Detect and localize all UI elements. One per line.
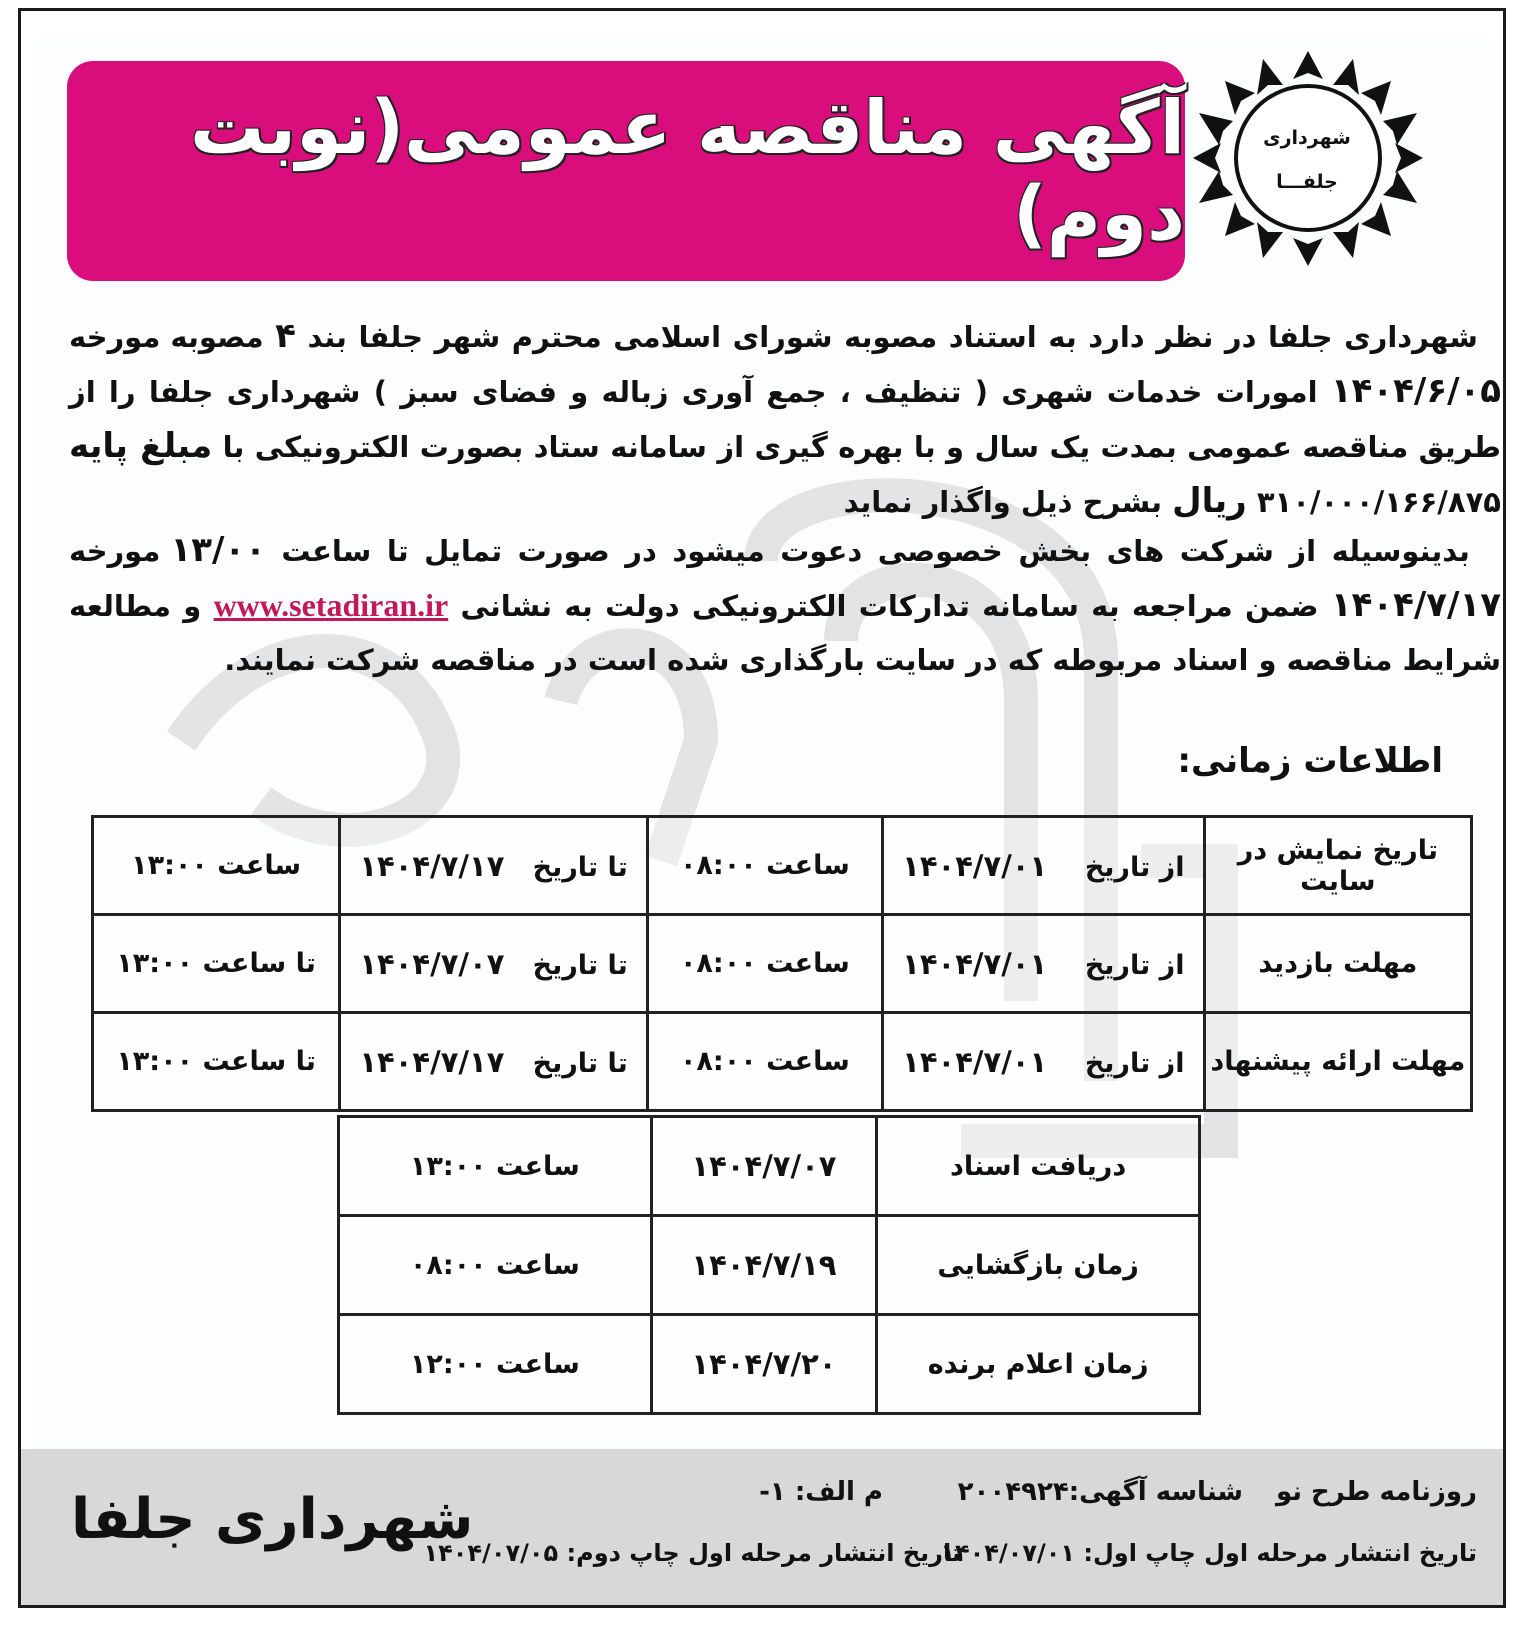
event-time: ساعت ۱۲:۰۰: [339, 1315, 652, 1414]
row-label: مهلت ارائه پیشنهاد: [1204, 1013, 1471, 1111]
logo-emblem-icon: [1193, 51, 1423, 266]
row-label: مهلت بازدید: [1204, 915, 1471, 1013]
event-date: ۱۴۰۴/۷/۰۷: [651, 1117, 877, 1216]
to-date-cell: تا تاریخ ۱۴۰۴/۷/۰۷: [340, 915, 648, 1013]
from-date-cell: از تاریخ ۱۴۰۴/۷/۰۱: [882, 915, 1204, 1013]
ad-code: م الف: ۱-: [759, 1477, 883, 1507]
currency-label: ریال: [1172, 481, 1247, 521]
clause-number: ۴: [275, 316, 296, 356]
footer: [21, 1449, 1503, 1605]
events-table: [337, 1115, 1201, 1415]
deadline-date: ۱۴۰۴/۷/۱۷: [1330, 585, 1501, 625]
to-time-cell: ساعت ۱۳:۰۰: [93, 817, 340, 915]
base-amount-label: مبلغ پایه: [69, 426, 213, 466]
organization-name: شهرداری جلفا: [71, 1487, 474, 1552]
event-label: زمان بازگشایی: [877, 1216, 1200, 1315]
municipality-logo: [1193, 51, 1423, 266]
event-label: دریافت اسناد: [877, 1117, 1200, 1216]
invite-text-2: مورخه: [69, 534, 161, 568]
advertisement-page: [18, 8, 1506, 1608]
website-link[interactable]: www.setadiran.ir: [213, 587, 449, 623]
resolution-date: ۱۴۰۴/۶/۰۵: [1330, 371, 1501, 411]
event-date: ۱۴۰۴/۷/۲۰: [651, 1315, 877, 1414]
to-date-cell: تا تاریخ ۱۴۰۴/۷/۱۷: [340, 817, 648, 915]
deadline-time: ۱۳/۰۰: [170, 530, 266, 570]
timing-section-title: اطلاعات زمانی:: [1177, 741, 1443, 781]
table-row: [93, 915, 1472, 1013]
base-amount-value: ۳۱۰/۰۰۰/۱۶۶/۸۷۵: [1256, 485, 1501, 519]
table-row: [93, 1013, 1472, 1111]
from-time-cell: ساعت ۰۸:۰۰: [647, 817, 882, 915]
logo-text-line2: جلفـــا: [1276, 171, 1338, 193]
ad-id: شناسه آگهی:۲۰۰۴۹۲۴: [957, 1477, 1243, 1507]
table-row: [339, 1216, 1200, 1315]
table-row: [339, 1315, 1200, 1414]
event-time: ساعت ۰۸:۰۰: [339, 1216, 652, 1315]
intro-text-3: امورات خدمات شهری ( تنظیف ، جمع آوری زباله و فضای سبز ) شهرداری جلفا را از طریق مناقصه عمومی بمدت یک سال و با بهره گیری از سامانه ستاد بصورت الکترونیکی با: [69, 375, 1501, 464]
intro-paragraph: [69, 309, 1501, 529]
timing-table: [91, 815, 1473, 1112]
from-time-cell: ساعت ۰۸:۰۰: [647, 915, 882, 1013]
to-date-cell: تا تاریخ ۱۴۰۴/۷/۱۷: [340, 1013, 648, 1111]
invitation-paragraph: [69, 523, 1501, 687]
intro-text-1: شهرداری جلفا در نظر دارد به استناد مصوبه شورای اسلامی محترم شهر جلفا بند: [307, 320, 1478, 354]
title-banner: [67, 61, 1185, 281]
to-time-cell: تا ساعت ۱۳:۰۰: [93, 915, 340, 1013]
event-time: ساعت ۱۳:۰۰: [339, 1117, 652, 1216]
invite-text-1: بدینوسیله از شرکت های بخش خصوصی دعوت میشود در صورت تمایل تا ساعت: [281, 534, 1470, 568]
table-row: [339, 1117, 1200, 1216]
publish-date-first: تاریخ انتشار مرحله اول چاپ اول: ۱۴۰۴/۰۷/۰۱: [940, 1539, 1477, 1567]
publish-date-second: تاریخ انتشار مرحله اول چاپ دوم: ۱۴۰۴/۰۷/۰۵: [423, 1539, 961, 1567]
logo-text-line1: شهرداری: [1263, 127, 1351, 149]
row-label: تاریخ نمایش در سایت: [1204, 817, 1471, 915]
event-date: ۱۴۰۴/۷/۱۹: [651, 1216, 877, 1315]
to-time-cell: تا ساعت ۱۳:۰۰: [93, 1013, 340, 1111]
intro-text-2: مصوبه مورخه: [69, 320, 264, 354]
invite-text-3: ضمن مراجعه به سامانه تدارکات الکترونیکی دولت به نشانی: [460, 589, 1319, 623]
from-date-cell: از تاریخ ۱۴۰۴/۷/۰۱: [882, 1013, 1204, 1111]
from-time-cell: ساعت ۰۸:۰۰: [647, 1013, 882, 1111]
table-row: [93, 817, 1472, 915]
page-title: آگهی مناقصه عمومی(نوبت دوم): [189, 85, 1185, 257]
newspaper-name: روزنامه طرح نو: [1275, 1477, 1477, 1507]
intro-text-4: بشرح ذیل واگذار نماید: [843, 485, 1162, 519]
invite-text-4: و مطالعه شرایط مناقصه و اسناد مربوطه که در سایت بارگذاری شده است در مناقصه شرکت نمایند.: [69, 589, 1501, 677]
event-label: زمان اعلام برنده: [877, 1315, 1200, 1414]
from-date-cell: از تاریخ ۱۴۰۴/۷/۰۱: [882, 817, 1204, 915]
